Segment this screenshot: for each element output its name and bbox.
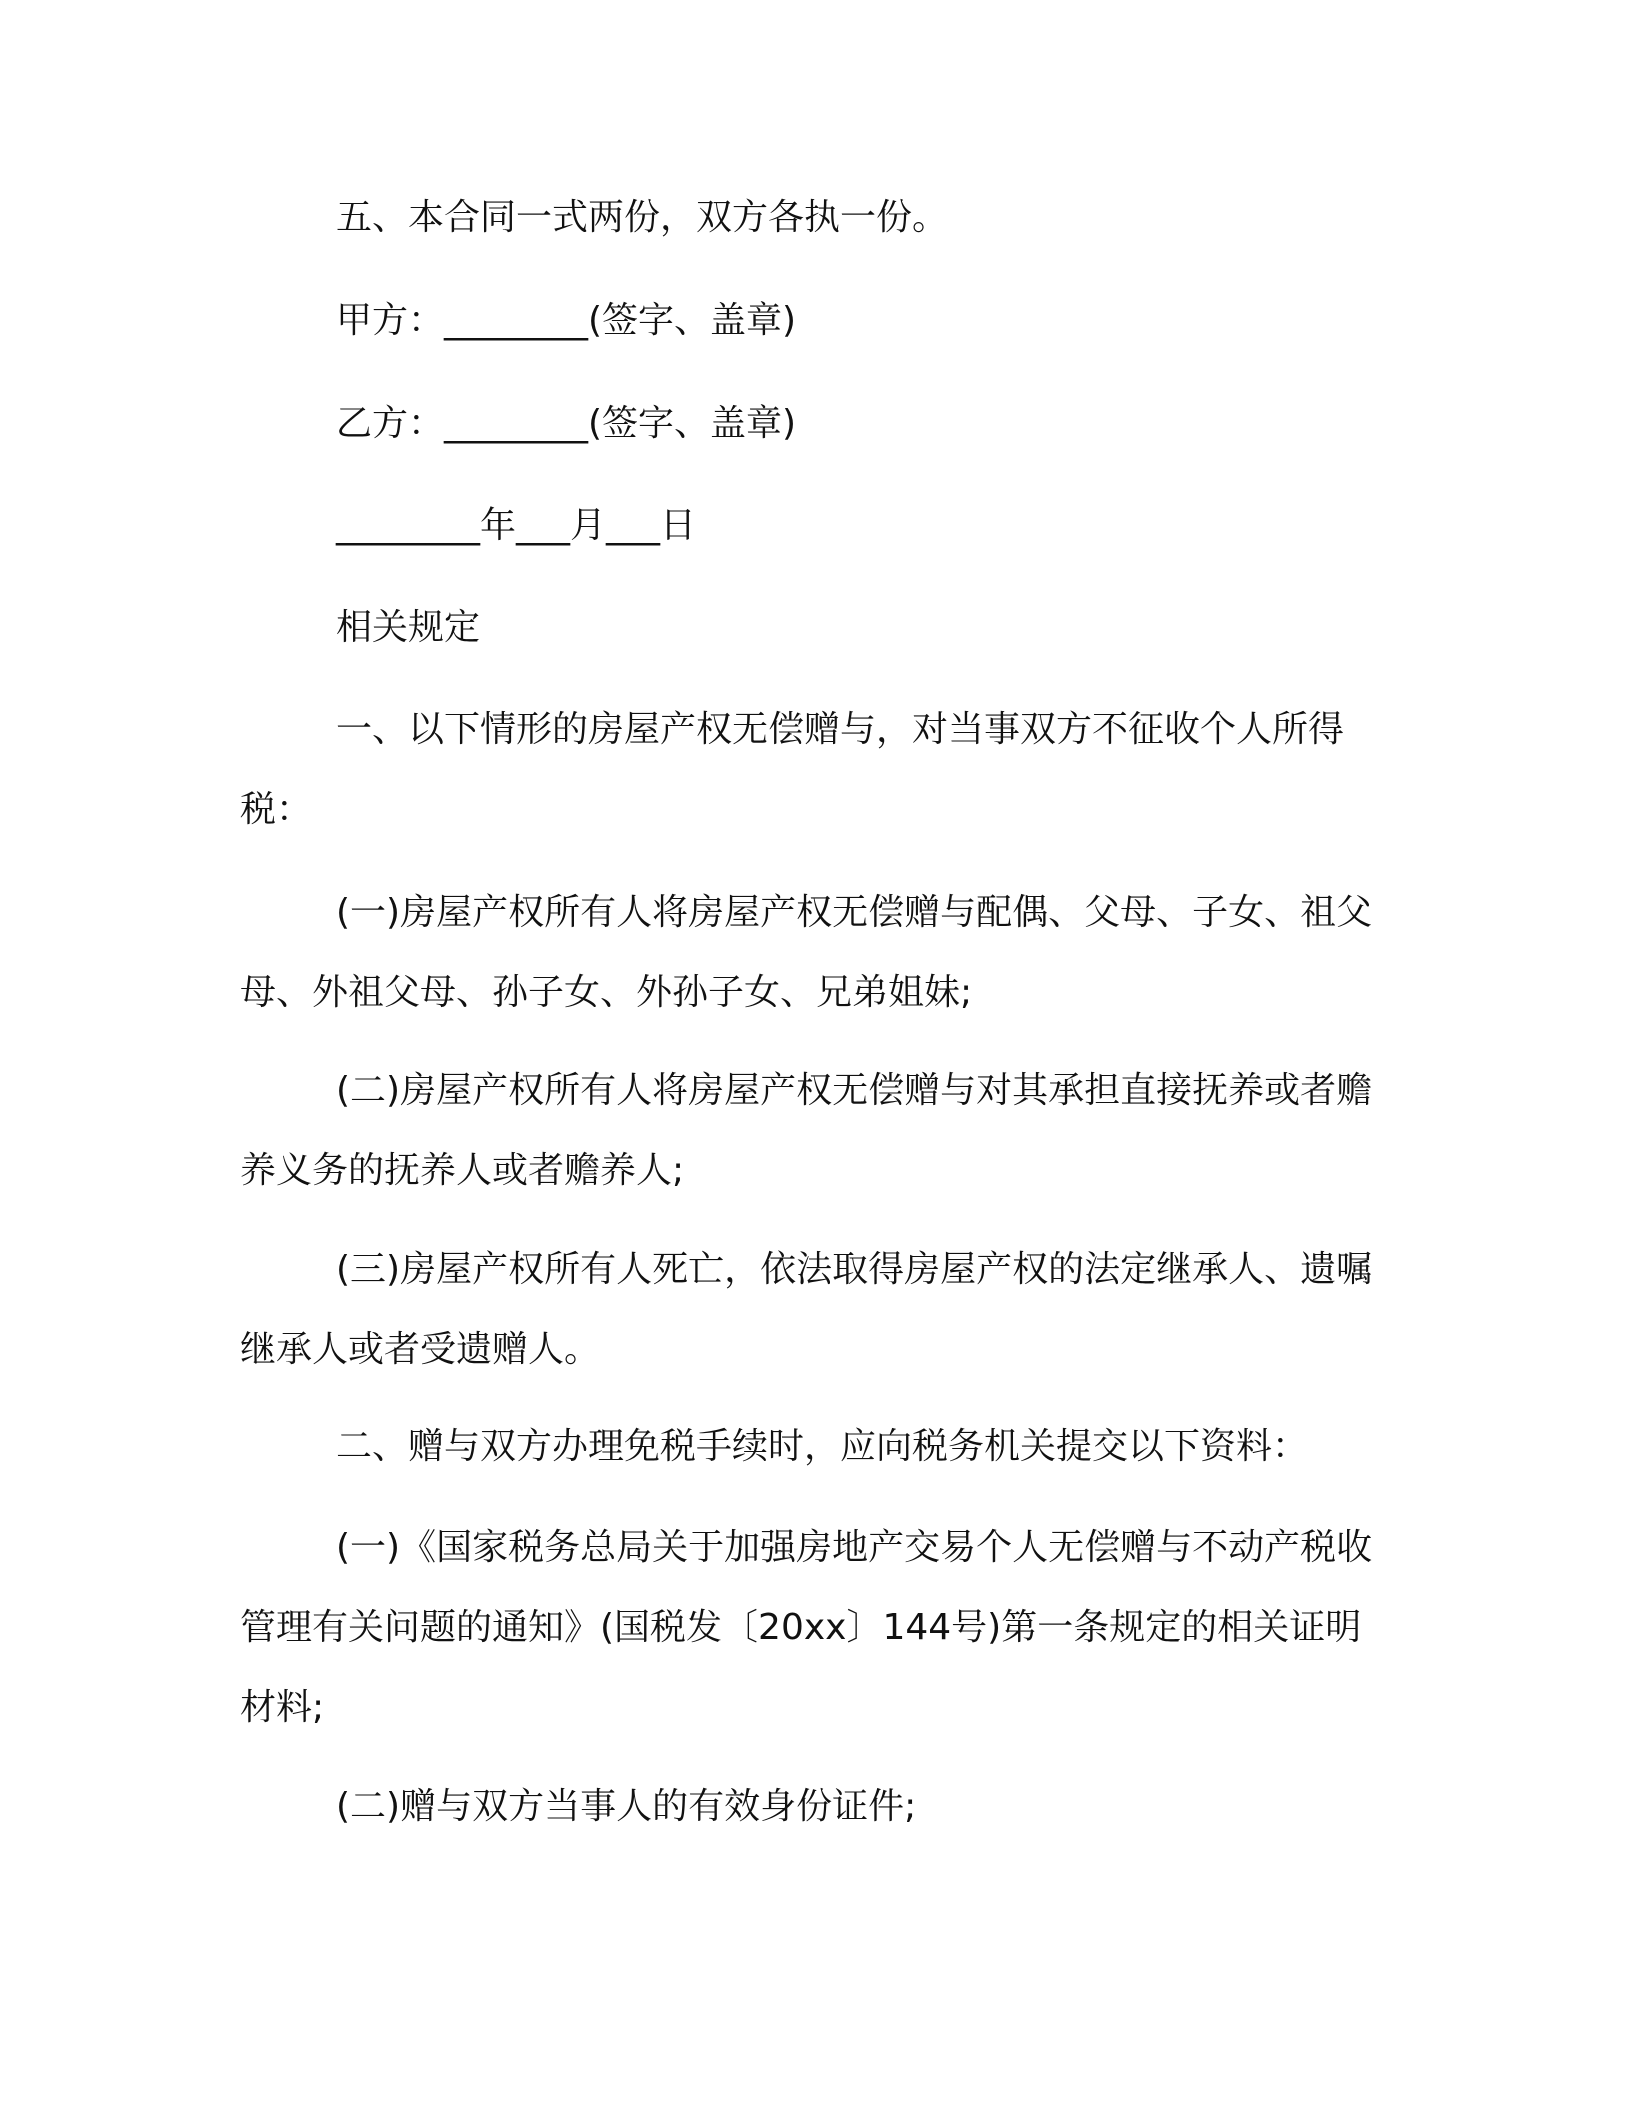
rule-two-item-two: (二)赠与双方当事人的有效身份证件; bbox=[336, 1786, 917, 1827]
party-a-signature-line: 甲方：________(签字、盖章) bbox=[336, 300, 797, 341]
rule-one-item-one: (一)房屋产权所有人将房屋产权无偿赠与配偶、父母、子女、祖父母、外祖父母、孙子女、外孙子女、兄弟姐妹; bbox=[240, 892, 1373, 1013]
date-line: ________年___月___日 bbox=[336, 505, 696, 546]
section-heading-related-rules: 相关规定 bbox=[336, 607, 481, 648]
rule-one-item-two: (二)房屋产权所有人将房屋产权无偿赠与对其承担直接抚养或者赡养义务的抚养人或者赡养人; bbox=[240, 1070, 1373, 1191]
party-b-signature-line: 乙方：________(签字、盖章) bbox=[336, 403, 797, 444]
rule-two: 二、赠与双方办理免税手续时，应向税务机关提交以下资料： bbox=[336, 1426, 1309, 1467]
clause-five: 五、本合同一式两份，双方各执一份。 bbox=[336, 197, 949, 238]
rule-two-item-one: (一)《国家税务总局关于加强房地产交易个人无偿赠与不动产税收管理有关问题的通知》(国税发〔20xx〕144号)第一条规定的相关证明材料; bbox=[240, 1527, 1373, 1728]
rule-one-item-three: (三)房屋产权所有人死亡，依法取得房屋产权的法定继承人、遗嘱继承人或者受遗赠人。 bbox=[240, 1249, 1373, 1370]
rule-one: 一、以下情形的房屋产权无偿赠与，对当事双方不征收个人所得税： bbox=[240, 709, 1345, 830]
